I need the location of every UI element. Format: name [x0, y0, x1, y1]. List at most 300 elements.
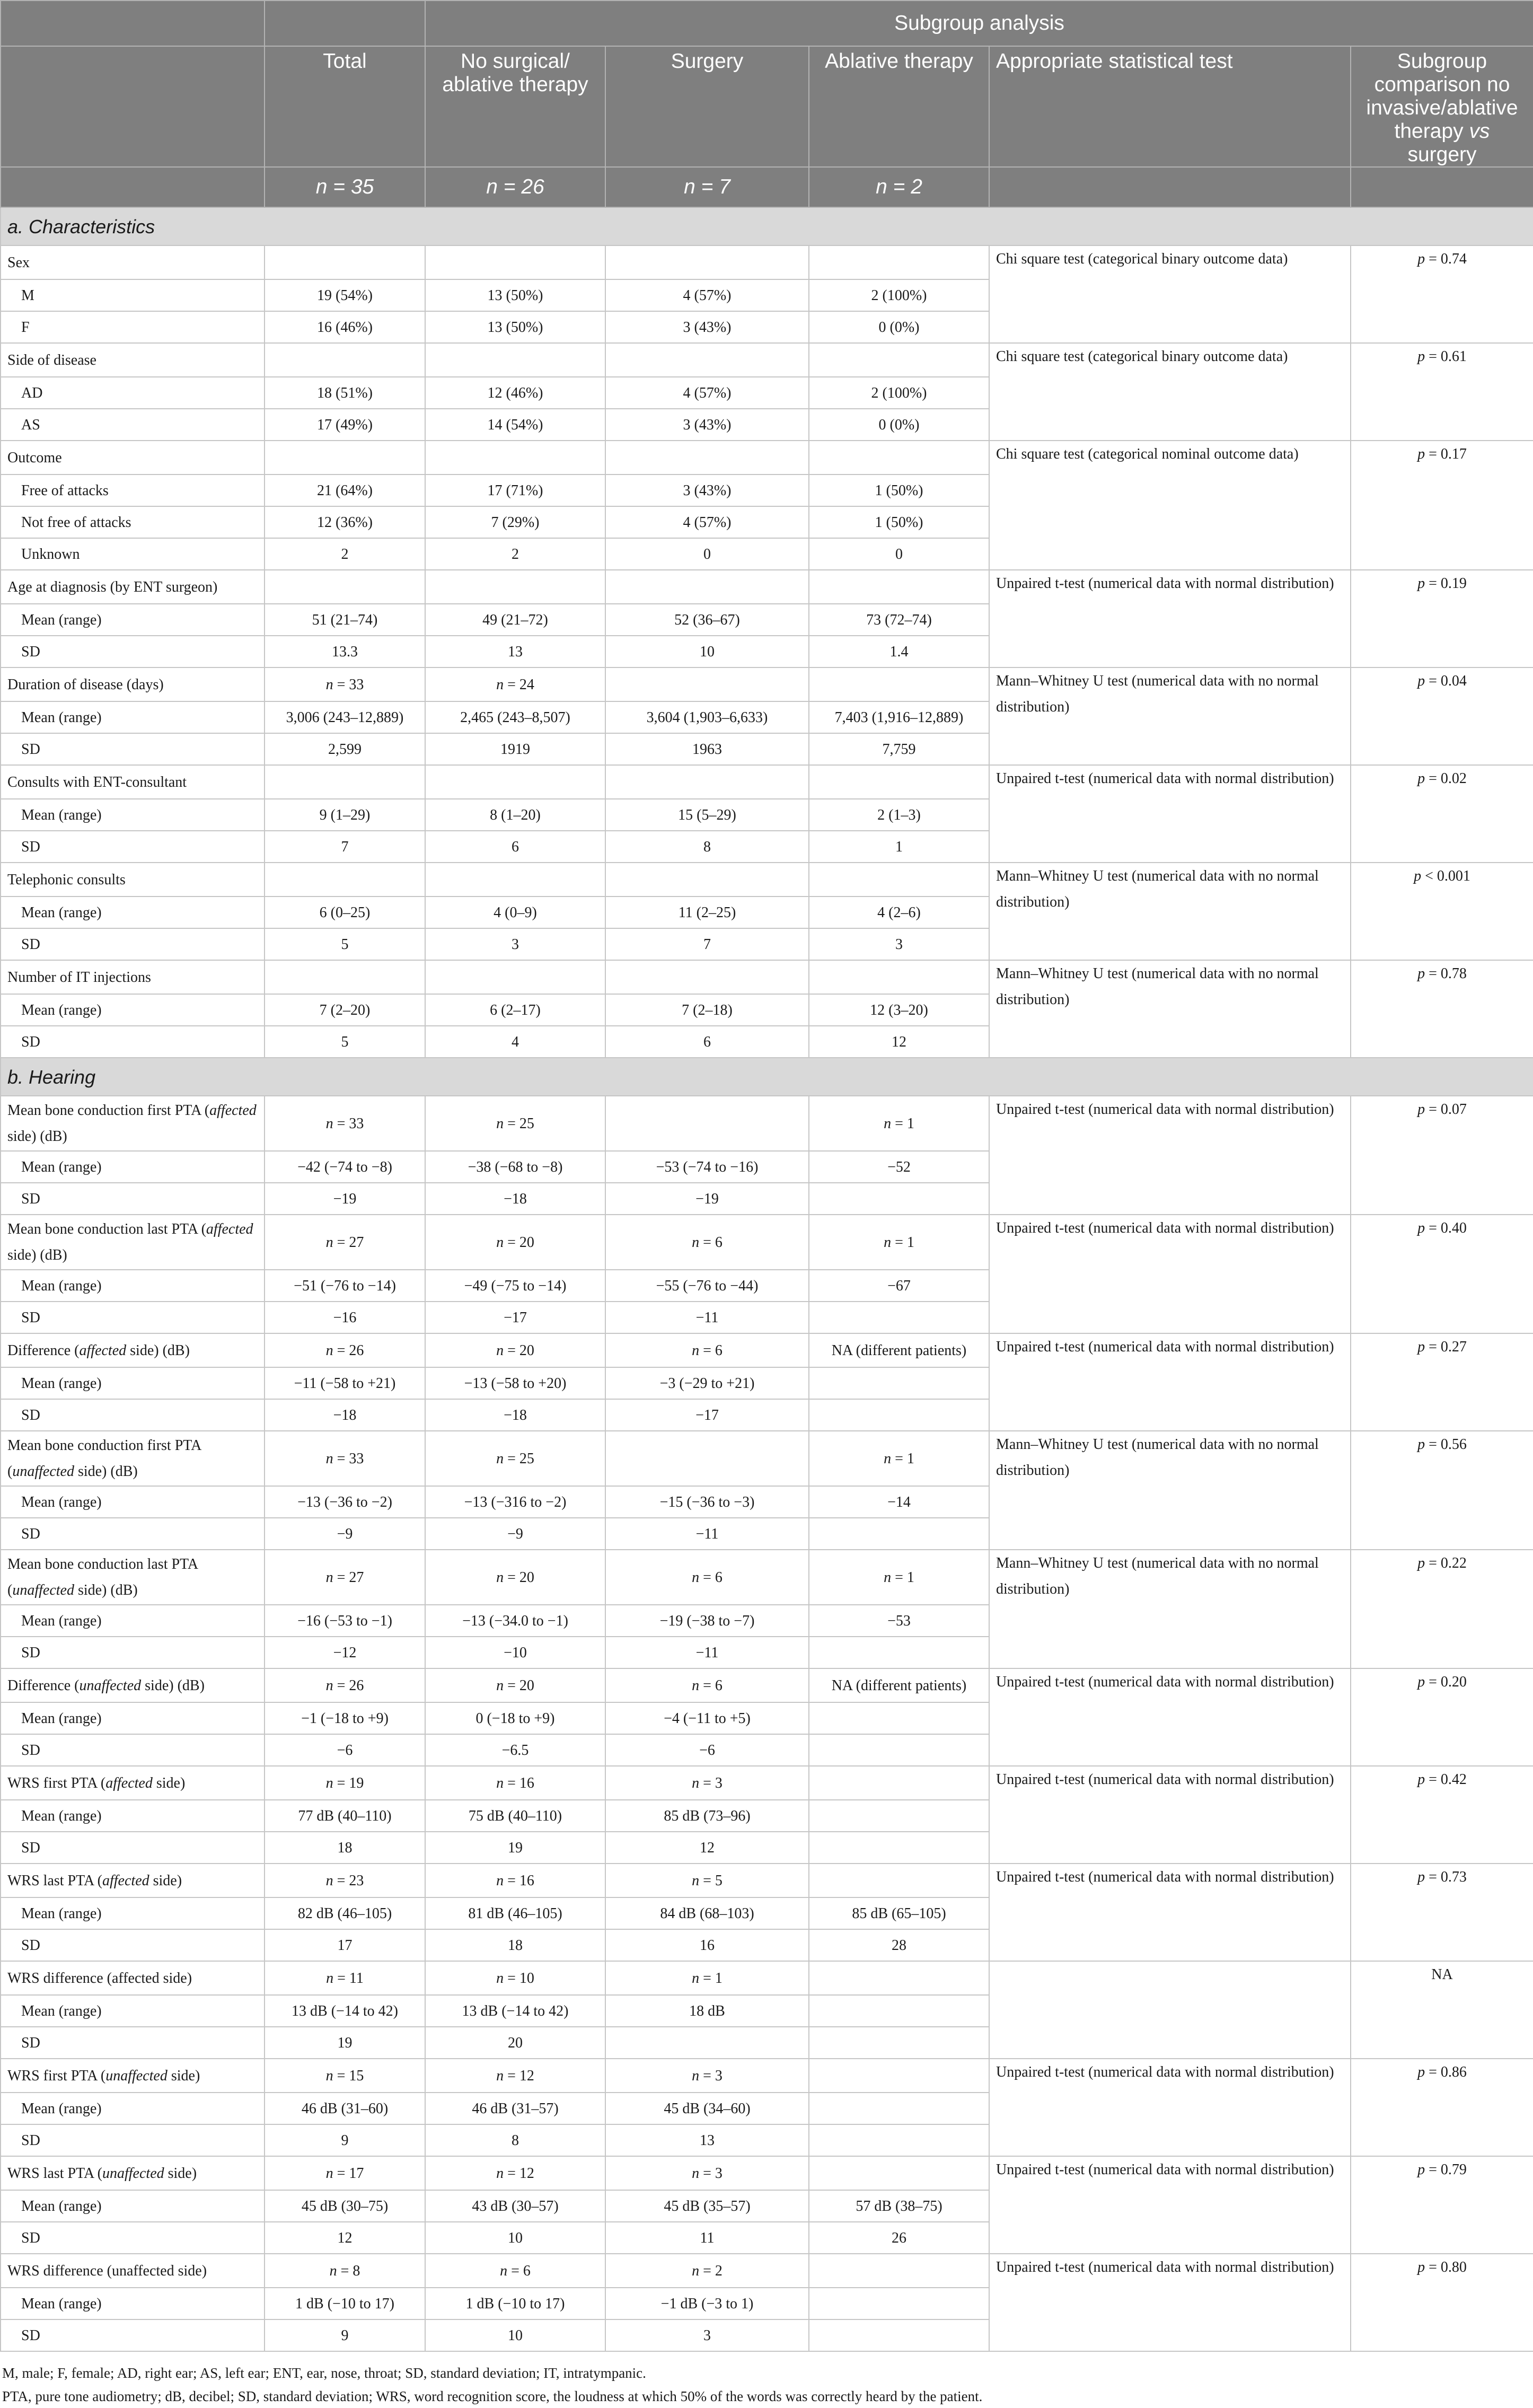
n-value-cell: n = 1 [605, 1961, 809, 1995]
n-value-cell [809, 1961, 989, 1995]
label-text: side) [149, 1872, 182, 1889]
n-value-cell [605, 441, 809, 474]
statistical-test-cell: Unpaired t-test (numerical data with normal distribution) [989, 2156, 1351, 2254]
value-cell: −11 [605, 1518, 809, 1550]
p-value-cell [1351, 1668, 1533, 1766]
value-cell: 10 [425, 2319, 605, 2351]
p-value: p = 0.40 [1417, 1220, 1467, 1236]
value-cell: 3 [605, 2319, 809, 2351]
value-cell: 0 [605, 538, 809, 570]
value-cell: 8 (1–20) [425, 799, 605, 831]
p-value-cell [1351, 1215, 1533, 1333]
p-value-cell [1351, 1864, 1533, 1961]
value-cell: 13.3 [265, 636, 425, 667]
n-value-cell: n = 1 [809, 1215, 989, 1270]
value-cell: 85 dB (73–96) [605, 1800, 809, 1832]
row-label: Not free of attacks [1, 506, 265, 538]
statistical-test-cell: Mann–Whitney U test (numerical data with no normal distribution) [989, 1550, 1351, 1668]
n-value-cell [809, 1766, 989, 1800]
variable-label [1, 1668, 265, 1702]
row-label: Mean (range) [1, 994, 265, 1026]
value-cell: 43 dB (30–57) [425, 2190, 605, 2222]
variable-row [1, 2254, 1533, 2288]
value-cell: 2,599 [265, 733, 425, 765]
value-cell: 52 (36–67) [605, 604, 809, 636]
value-cell: −38 (−68 to −8) [425, 1151, 605, 1183]
label-italic-text: affected [105, 1774, 153, 1791]
label-italic-text: affected [206, 1221, 253, 1237]
value-cell: 1.4 [809, 636, 989, 667]
label-text: Difference ( [7, 1677, 80, 1694]
p-value-cell [1351, 1333, 1533, 1431]
value-cell: 12 (36%) [265, 506, 425, 538]
value-cell: 13 [425, 636, 605, 667]
p-value: p = 0.78 [1417, 965, 1467, 982]
row-label: SD [1, 1302, 265, 1333]
variable-label [1, 2254, 265, 2288]
variable-label: Duration of disease (days) [1, 667, 265, 701]
value-cell: 3 (43%) [605, 311, 809, 343]
value-cell: 12 (3–20) [809, 994, 989, 1026]
value-cell: 2 (1–3) [809, 799, 989, 831]
value-cell: 3 (43%) [605, 474, 809, 506]
value-cell: 28 [809, 1929, 989, 1961]
value-cell: 3,006 (243–12,889) [265, 701, 425, 733]
value-cell [809, 2093, 989, 2124]
value-cell: 7,759 [809, 733, 989, 765]
label-text: WRS first PTA ( [7, 2067, 106, 2084]
n-value-cell [425, 960, 605, 994]
p-value-cell [1351, 2059, 1533, 2156]
value-cell: 19 (54%) [265, 279, 425, 311]
variable-row [1, 1550, 1533, 1605]
value-cell: 20 [425, 2027, 605, 2059]
n-value-cell: NA (different patients) [809, 1668, 989, 1702]
col-header-surgery: Surgery [605, 46, 809, 167]
n-value-cell: n = 25 [425, 1096, 605, 1151]
table-header [1, 1, 1533, 207]
value-cell: −4 (−11 to +5) [605, 1702, 809, 1734]
row-label: SD [1, 1183, 265, 1215]
value-cell: −19 [265, 1183, 425, 1215]
p-value-cell [1351, 1766, 1533, 1864]
value-cell: 3 (43%) [605, 409, 809, 441]
variable-row [1, 343, 1533, 377]
value-cell: 0 (0%) [809, 311, 989, 343]
value-cell: 4 (0–9) [425, 897, 605, 928]
row-label: Mean (range) [1, 604, 265, 636]
value-cell: 13 [605, 2124, 809, 2156]
row-label: SD [1, 1637, 265, 1668]
subgroup-analysis-header: Subgroup analysis [425, 1, 1533, 46]
statistical-test-cell: Unpaired t-test (numerical data with normal distribution) [989, 2254, 1351, 2351]
value-cell: 2 (100%) [809, 279, 989, 311]
variable-row [1, 245, 1533, 279]
p-value: p = 0.42 [1417, 1771, 1467, 1788]
value-cell: 6 (0–25) [265, 897, 425, 928]
value-cell: 17 (71%) [425, 474, 605, 506]
statistical-test-cell: Chi square test (categorical binary outcome data) [989, 343, 1351, 441]
n-value-cell [425, 245, 605, 279]
value-cell: −42 (−74 to −8) [265, 1151, 425, 1183]
n-value-cell [425, 441, 605, 474]
n-value-cell [809, 1864, 989, 1897]
value-cell: 51 (21–74) [265, 604, 425, 636]
n-value-cell [265, 570, 425, 604]
value-cell: 7 (29%) [425, 506, 605, 538]
row-label: SD [1, 733, 265, 765]
row-label: SD [1, 2319, 265, 2351]
label-text: Mean bone conduction last PTA ( [7, 1221, 206, 1237]
label-text: WRS difference (unaffected side) [7, 2262, 207, 2279]
value-cell: −9 [425, 1518, 605, 1550]
variable-row [1, 1961, 1533, 1995]
row-label: SD [1, 928, 265, 960]
value-cell: 1919 [425, 733, 605, 765]
label-text: side) [152, 1774, 186, 1791]
n-value-cell: n = 2 [605, 2254, 809, 2288]
value-cell: 2,465 (243–8,507) [425, 701, 605, 733]
n-value-cell [425, 863, 605, 897]
variable-label [1, 1096, 265, 1151]
col-header-ablative: Ablative therapy [809, 46, 989, 167]
variable-row [1, 441, 1533, 474]
section-header-row [1, 1058, 1533, 1096]
value-cell: 1 [809, 831, 989, 863]
value-cell [809, 2288, 989, 2319]
n-value-cell: n = 33 [265, 1096, 425, 1151]
value-cell [605, 2027, 809, 2059]
value-cell: 4 [425, 1026, 605, 1058]
value-cell: 3,604 (1,903–6,633) [605, 701, 809, 733]
header-empty-cell [989, 167, 1351, 207]
n-value-cell [265, 343, 425, 377]
n-value-cell [425, 343, 605, 377]
n-value-cell: n = 20 [425, 1333, 605, 1367]
value-cell [809, 1995, 989, 2027]
statistical-test-cell: Chi square test (categorical binary outcome data) [989, 245, 1351, 343]
label-italic-text: affected [102, 1872, 149, 1889]
variable-label: Sex [1, 245, 265, 279]
row-label: SD [1, 636, 265, 667]
variable-label: Side of disease [1, 343, 265, 377]
n-value-cell [809, 667, 989, 701]
p-value-cell [1351, 343, 1533, 441]
value-cell [809, 2124, 989, 2156]
value-cell: −12 [265, 1637, 425, 1668]
value-cell: −6.5 [425, 1734, 605, 1766]
n-value-cell [265, 441, 425, 474]
value-cell: 3 [425, 928, 605, 960]
value-cell [809, 1367, 989, 1399]
value-cell [809, 2027, 989, 2059]
value-cell: 57 dB (38–75) [809, 2190, 989, 2222]
n-value-cell: n = 11 [265, 1961, 425, 1995]
p-value-cell [1351, 1961, 1533, 2059]
n-value-cell: n = 19 [265, 1766, 425, 1800]
row-label: Mean (range) [1, 1486, 265, 1518]
row-label: SD [1, 2124, 265, 2156]
n-value-cell [809, 570, 989, 604]
value-cell: 13 (50%) [425, 279, 605, 311]
n-value-cell: n = 33 [265, 667, 425, 701]
n-value-cell: n = 8 [265, 2254, 425, 2288]
row-label: Mean (range) [1, 1605, 265, 1637]
n-value-cell [809, 343, 989, 377]
n-value-cell [809, 960, 989, 994]
label-italic-text: affected [209, 1102, 257, 1119]
value-cell: 13 (50%) [425, 311, 605, 343]
variable-row [1, 1766, 1533, 1800]
p-value: p = 0.19 [1417, 575, 1467, 592]
p-value-cell [1351, 441, 1533, 570]
label-text: side) (dB) [7, 1247, 67, 1263]
n-value-cell [605, 343, 809, 377]
value-cell: −14 [809, 1486, 989, 1518]
value-cell: −53 [809, 1605, 989, 1637]
row-label: Free of attacks [1, 474, 265, 506]
label-text: side) (dB) [141, 1677, 205, 1694]
value-cell: 18 dB [605, 1995, 809, 2027]
p-value: p = 0.56 [1417, 1436, 1467, 1453]
variable-label [1, 1766, 265, 1800]
value-cell: 19 [265, 2027, 425, 2059]
n-value-cell [425, 570, 605, 604]
variable-row [1, 1333, 1533, 1367]
value-cell: 6 (2–17) [425, 994, 605, 1026]
value-cell: −11 (−58 to +21) [265, 1367, 425, 1399]
value-cell: 9 [265, 2319, 425, 2351]
row-label: SD [1, 1399, 265, 1431]
header-empty-cell [1, 1, 265, 46]
footnote-abbrev-2: PTA, pure tone audiometry; dB, decibel; SD, standard deviation; WRS, word recognition score, the loudness at which 50% of the words was correctly heard by the patient. [2, 2388, 983, 2404]
row-label: Mean (range) [1, 1702, 265, 1734]
value-cell: 1 (50%) [809, 506, 989, 538]
value-cell: 5 [265, 928, 425, 960]
header-empty-cell [1, 46, 265, 167]
row-label: SD [1, 831, 265, 863]
variable-row [1, 570, 1533, 604]
row-label: SD [1, 1734, 265, 1766]
p-value-cell [1351, 245, 1533, 343]
p-value: p = 0.27 [1417, 1339, 1467, 1355]
value-cell: −55 (−76 to −44) [605, 1270, 809, 1302]
n-value-cell: n = 6 [605, 1668, 809, 1702]
value-cell: −1 (−18 to +9) [265, 1702, 425, 1734]
value-cell: −19 [605, 1183, 809, 1215]
value-cell: 16 [605, 1929, 809, 1961]
label-text: side) (dB) [74, 1582, 138, 1598]
variable-row [1, 1096, 1533, 1151]
value-cell: 75 dB (40–110) [425, 1800, 605, 1832]
value-cell [809, 1399, 989, 1431]
p-value-cell [1351, 960, 1533, 1058]
value-cell: 0 [809, 538, 989, 570]
value-cell: 19 [425, 1832, 605, 1864]
n-value-cell: NA (different patients) [809, 1333, 989, 1367]
n-value-cell [809, 863, 989, 897]
value-cell: −3 (−29 to +21) [605, 1367, 809, 1399]
value-cell: 13 dB (−14 to 42) [265, 1995, 425, 2027]
value-cell: 5 [265, 1026, 425, 1058]
n-value-cell: n = 24 [425, 667, 605, 701]
n-value-cell [605, 570, 809, 604]
value-cell: 3 [809, 928, 989, 960]
n-value-cell [605, 245, 809, 279]
value-cell: −52 [809, 1151, 989, 1183]
value-cell [809, 2319, 989, 2351]
statistical-test-cell: Unpaired t-test (numerical data with normal distribution) [989, 1864, 1351, 1961]
value-cell: 81 dB (46–105) [425, 1897, 605, 1929]
value-cell: −49 (−75 to −14) [425, 1270, 605, 1302]
value-cell: 10 [425, 2222, 605, 2254]
statistical-test-cell: Unpaired t-test (numerical data with normal distribution) [989, 570, 1351, 667]
row-label: Mean (range) [1, 2190, 265, 2222]
value-cell: −18 [265, 1399, 425, 1431]
p-value: p < 0.001 [1414, 868, 1470, 884]
n-value-cell: n = 25 [425, 1431, 605, 1486]
row-label: Mean (range) [1, 1367, 265, 1399]
n-value-cell: n = 12 [425, 2156, 605, 2190]
n-value-cell: n = 20 [425, 1550, 605, 1605]
value-cell: 2 [265, 538, 425, 570]
p-value: p = 0.02 [1417, 770, 1467, 787]
statistical-test-cell: Mann–Whitney U test (numerical data with no normal distribution) [989, 863, 1351, 960]
variable-row [1, 2059, 1533, 2093]
variable-label [1, 2156, 265, 2190]
n-value-cell: n = 6 [425, 2254, 605, 2288]
n-value-cell: n = 23 [265, 1864, 425, 1897]
p-value: p = 0.04 [1417, 673, 1467, 689]
row-label: Mean (range) [1, 1897, 265, 1929]
n-value-cell: n = 6 [605, 1550, 809, 1605]
value-cell [809, 1832, 989, 1864]
statistical-test-cell: Unpaired t-test (numerical data with normal distribution) [989, 765, 1351, 863]
statistical-test-cell: Mann–Whitney U test (numerical data with no normal distribution) [989, 667, 1351, 765]
value-cell: 18 (51%) [265, 377, 425, 409]
variable-label: Consults with ENT-consultant [1, 765, 265, 799]
row-label: Mean (range) [1, 2093, 265, 2124]
value-cell: 8 [605, 831, 809, 863]
n-value-cell: n = 10 [425, 1961, 605, 1995]
value-cell: 0 (0%) [809, 409, 989, 441]
value-cell [809, 1302, 989, 1333]
value-cell: −17 [425, 1302, 605, 1333]
value-cell: −19 (−38 to −7) [605, 1605, 809, 1637]
variable-row [1, 863, 1533, 897]
value-cell: 1 dB (−10 to 17) [425, 2288, 605, 2319]
row-label: Mean (range) [1, 799, 265, 831]
variable-label: Telephonic consults [1, 863, 265, 897]
label-text: side) (dB) [126, 1342, 190, 1359]
value-cell: 26 [809, 2222, 989, 2254]
n-value-cell: n = 33 [265, 1431, 425, 1486]
statistical-test-cell: Unpaired t-test (numerical data with normal distribution) [989, 1766, 1351, 1864]
value-cell: 85 dB (65–105) [809, 1897, 989, 1929]
label-text: side) [164, 2165, 197, 2182]
value-cell: 17 [265, 1929, 425, 1961]
n-value-cell [605, 765, 809, 799]
n-value-cell: n = 15 [265, 2059, 425, 2093]
n-value-cell: n = 27 [265, 1215, 425, 1270]
value-cell: 4 (2–6) [809, 897, 989, 928]
label-text: Mean bone conduction last PTA ( [7, 1556, 198, 1598]
value-cell: 9 (1–29) [265, 799, 425, 831]
section-header-row [1, 207, 1533, 245]
n-value-cell [809, 765, 989, 799]
value-cell: −11 [605, 1637, 809, 1668]
n-value-cell [425, 765, 605, 799]
row-label: Unknown [1, 538, 265, 570]
n-value-cell: n = 3 [605, 1766, 809, 1800]
p-value: p = 0.20 [1417, 1674, 1467, 1690]
n-surgery: n = 7 [605, 167, 809, 207]
value-cell: −18 [425, 1399, 605, 1431]
n-value-cell: n = 1 [809, 1096, 989, 1151]
n-value-cell: n = 12 [425, 2059, 605, 2093]
value-cell: 45 dB (35–57) [605, 2190, 809, 2222]
n-no-surgical: n = 26 [425, 167, 605, 207]
header-empty-cell [265, 1, 425, 46]
value-cell: 12 [265, 2222, 425, 2254]
section-title: b. Hearing [1, 1058, 1533, 1096]
row-label: Mean (range) [1, 701, 265, 733]
row-label: Mean (range) [1, 1800, 265, 1832]
label-text: WRS difference (affected side) [7, 1970, 192, 1987]
value-cell: −13 (−58 to +20) [425, 1367, 605, 1399]
label-text: WRS last PTA ( [7, 2165, 102, 2182]
variable-label [1, 1864, 265, 1897]
header-empty-cell [1351, 167, 1533, 207]
variable-label [1, 2059, 265, 2093]
label-italic-text: affected [79, 1342, 127, 1359]
n-value-cell: n = 20 [425, 1215, 605, 1270]
label-text: Difference ( [7, 1342, 80, 1359]
label-text: WRS last PTA ( [7, 1872, 102, 1889]
value-cell: 9 [265, 2124, 425, 2156]
label-text: Mean bone conduction first PTA ( [7, 1437, 201, 1480]
value-cell [809, 1800, 989, 1832]
n-value-cell [809, 2254, 989, 2288]
label-italic-text: unaffected [12, 1582, 74, 1598]
n-value-cell: n = 1 [809, 1431, 989, 1486]
statistical-test-cell [989, 1961, 1351, 2059]
statistical-test-cell: Unpaired t-test (numerical data with normal distribution) [989, 1333, 1351, 1431]
variable-row [1, 765, 1533, 799]
n-value-cell [809, 2059, 989, 2093]
value-cell: 15 (5–29) [605, 799, 809, 831]
row-label: Mean (range) [1, 1270, 265, 1302]
n-value-cell [265, 960, 425, 994]
variable-row [1, 1864, 1533, 1897]
value-cell: 45 dB (34–60) [605, 2093, 809, 2124]
value-cell: −10 [425, 1637, 605, 1668]
value-cell [809, 1183, 989, 1215]
value-cell: 12 (46%) [425, 377, 605, 409]
row-label: SD [1, 1518, 265, 1550]
n-value-cell [605, 960, 809, 994]
label-italic-text: unaffected [79, 1677, 142, 1694]
n-value-cell [605, 1431, 809, 1486]
row-label: AD [1, 377, 265, 409]
n-value-cell: n = 5 [605, 1864, 809, 1897]
n-value-cell: n = 16 [425, 1766, 605, 1800]
n-value-cell [265, 863, 425, 897]
label-italic-text: unaffected [12, 1463, 74, 1480]
col-header-subgroup-comparison: Subgroup comparison no invasive/ablative therapy vs surgery [1351, 46, 1533, 167]
value-cell: 11 (2–25) [605, 897, 809, 928]
value-cell [809, 1734, 989, 1766]
